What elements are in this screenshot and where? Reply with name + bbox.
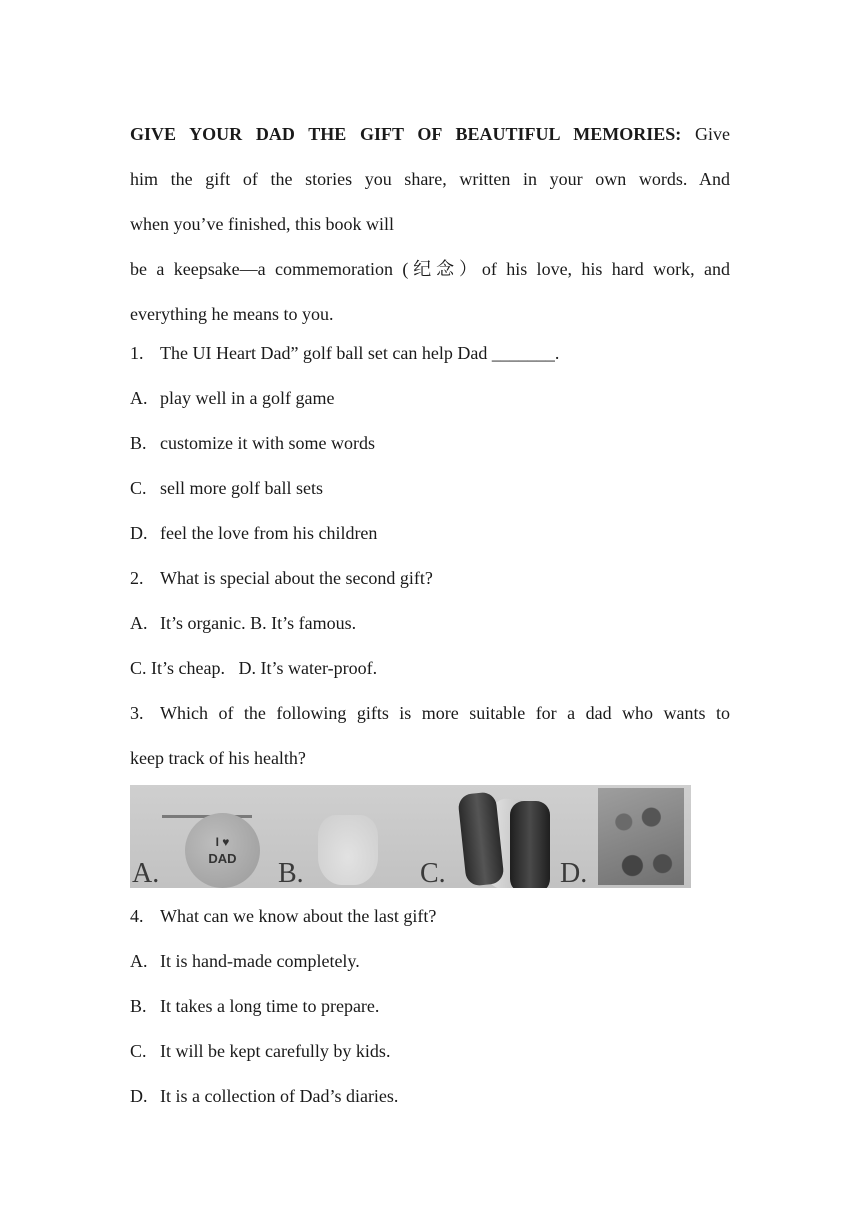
option-letter: B. [130, 433, 147, 453]
question-number: 1. [130, 343, 144, 363]
option-letter: A. [130, 951, 148, 971]
question-3-line-2: keep track of his health? [130, 748, 306, 768]
intro-line-4: be a keepsake—a commemoration (纪念）of his love, his hard work, and [130, 259, 730, 279]
q4-option-a [130, 949, 360, 973]
option-text: It is hand-made completely. [160, 951, 360, 971]
intro-heading: GIVE YOUR DAD THE GIFT OF BEAUTIFUL MEMORIES: [130, 124, 682, 144]
option-text: feel the love from his children [160, 523, 378, 543]
fitness-band-dark-image [510, 801, 550, 888]
option-letter: D. [130, 1086, 148, 1106]
option-text: It is a collection of Dad’s diaries. [160, 1086, 399, 1106]
golf-ball-text-2: DAD [208, 851, 237, 866]
image-label-a: A. [132, 858, 160, 888]
q4-option-b [130, 994, 379, 1018]
question-3-line-1 [130, 701, 730, 725]
question-number: 4. [130, 906, 144, 926]
gift-options-image [130, 785, 691, 888]
option-letter: A. [130, 613, 148, 633]
image-label-b: B. [278, 858, 304, 888]
image-label-c: C. [420, 858, 446, 888]
question-text: Which of the following gifts is more suitable for a dad who wants to [160, 703, 730, 723]
q4-option-d [130, 1084, 398, 1108]
golf-ball-text-1: I ♥ [215, 835, 230, 849]
question-text: What is special about the second gift? [160, 568, 433, 588]
option-text: sell more golf ball sets [160, 478, 323, 498]
option-letter: A. [130, 388, 148, 408]
option-letter: D. [130, 523, 148, 543]
intro-paragraph [130, 112, 730, 337]
intro-line-1-rest: Give [681, 124, 730, 144]
golf-ball-image [185, 813, 260, 888]
question-1 [130, 341, 559, 365]
q2-options-line-2: C. It’s cheap. D. It’s water-proof. [130, 658, 378, 678]
option-letter: C. [130, 1041, 147, 1061]
q2-options-line-1 [130, 611, 356, 635]
q1-option-d [130, 521, 377, 545]
option-text: It will be kept carefully by kids. [160, 1041, 391, 1061]
q1-option-b [130, 431, 375, 455]
option-text: play well in a golf game [160, 388, 335, 408]
vase-image [318, 815, 378, 885]
question-text: What can we know about the last gift? [160, 906, 437, 926]
intro-line-1 [130, 112, 730, 157]
option-letter: C. [130, 478, 147, 498]
question-text: The UI Heart Dad” golf ball set can help Dad _______. [160, 343, 560, 363]
option-text: It takes a long time to prepare. [160, 996, 380, 1016]
option-text: It’s organic. B. It’s famous. [160, 613, 357, 633]
q4-option-c [130, 1039, 390, 1063]
image-label-d: D. [560, 858, 588, 888]
intro-line-5: everything he means to you. [130, 304, 334, 324]
intro-line-2: him the gift of the stories you share, written in your own words. And [130, 169, 730, 189]
option-text: customize it with some words [160, 433, 375, 453]
intro-line-3: when you’ve finished, this book will [130, 214, 394, 234]
question-number: 2. [130, 568, 144, 588]
cyclists-photo-image [598, 788, 684, 885]
question-4 [130, 904, 436, 928]
question-number: 3. [130, 703, 144, 723]
question-2 [130, 566, 433, 590]
q1-option-a [130, 386, 334, 410]
q1-option-c [130, 476, 323, 500]
option-letter: B. [130, 996, 147, 1016]
